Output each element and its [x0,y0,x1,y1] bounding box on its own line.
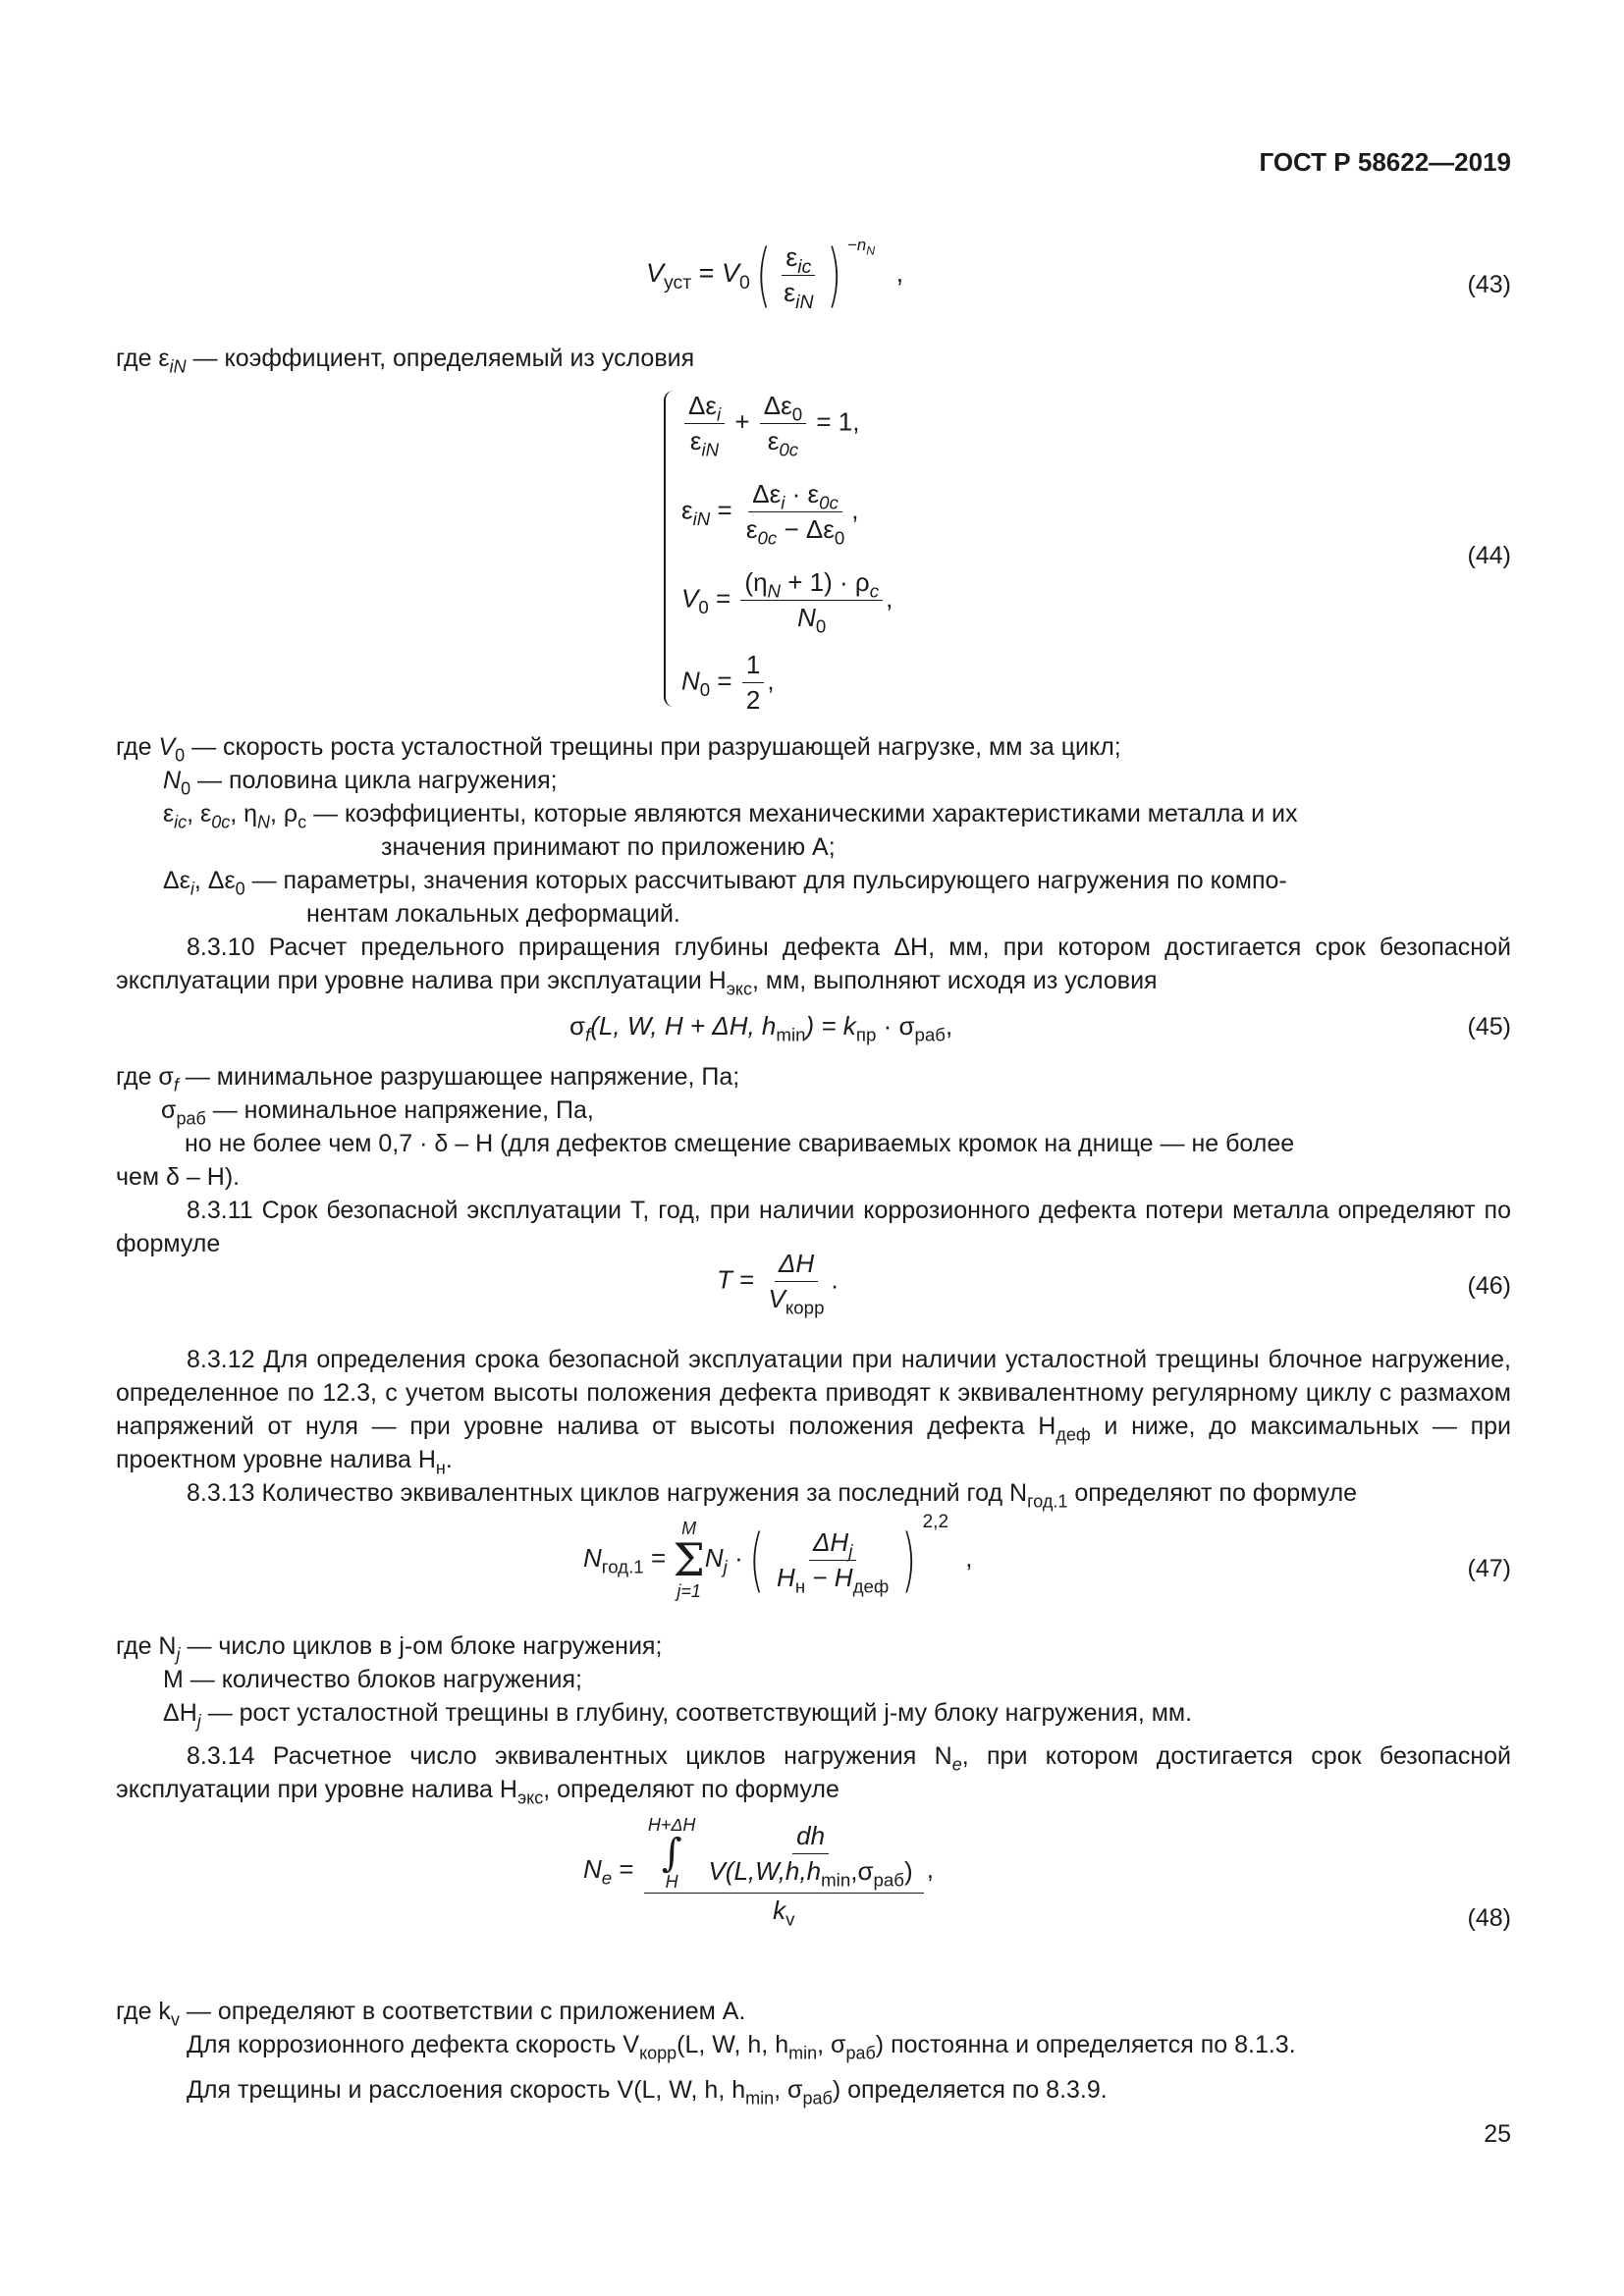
formula-47-number: (47) [1467,1555,1511,1582]
formula-46-number: (46) [1467,1272,1511,1300]
definition-dhj: $\Delta H_j$ — рост усталостной трещины в глубину, соответствующий j-му блоку нагружения, мм. [163,1699,1193,1732]
note-not-more-cont: чем δ – H). [116,1163,241,1191]
paragraph-8-3-13: 8.3.13 Количество эквивалентных циклов нагружения за последний год $N_{год.1}$ определяют по формуле [187,1479,1358,1512]
formula-44-line-3: $V_0$ = $\frac{(\eta_N + 1) \cdot \rho_c}{N_0}$ , [681,567,893,637]
page-number: 25 [1484,2120,1511,2148]
definition-n0: $N_0$ — половина цикла нагружения; [163,767,558,799]
system-brace [664,391,679,707]
crack-note: Для трещины и расслоения скорость V(L, W, h, $h_{min}$, $\sigma_{раб}$) определяется по 8.3.9. [187,2076,1108,2109]
definition-v0: где $V_0$ — скорость роста усталостной трещины при разрушающей нагрузке, мм за цикл; [116,733,1121,766]
formula-47: $N_{год.1}$ = M Σ j=1 $N_j$ ·( $\frac{\Delta H_j}{H_н - H_{деф}}$ ) $^{2,2}$ , [583,1511,973,1601]
definition-coefficients: $\varepsilon_{ic}$, $\varepsilon_{0c}$, $\eta_N$, $\rho_c$ — коэффициенты, которые являются механическими характеристиками металла и их [163,800,1298,832]
formula-45-number: (45) [1467,1013,1511,1041]
formula-46: T = $\frac{\Delta H}{V_{корр}}$ . [717,1249,839,1318]
paragraph-8-3-10: 8.3.10 Расчет предельного приращения глубины дефекта ΔH, мм, при котором достигается срок безопасной эксплуатации при уровне налива при эксплуатации $H_{экс}$, мм, выполняют исходя из условия [116,934,1511,999]
note-not-more: но не более чем 0,7 · δ – H (для дефектов смещение свариваемых кромок на днище — не более [185,1130,1295,1157]
formula-44-number: (44) [1467,542,1511,569]
definition-coefficients-cont: значения принимают по приложению А; [381,833,836,861]
document-header: ГОСТ Р 58622—2019 [1259,147,1511,177]
paragraph-8-3-14: 8.3.14 Расчетное число эквивалентных циклов нагружения $N_e$, при котором достигается срок безопасной эксплуатации при уровне налива $H_{экс}$, определяют по формуле [116,1742,1512,1808]
paragraph-8-3-12: 8.3.12 Для определения срока безопасной эксплуатации при наличии усталостной трещины блочное нагружение, определенное по 12.3, с учетом высоты положения дефекта приводят к эквивалентному регулярному циклу с размахом напряжений от нуля — при уровне налива от высоты положения дефекта $H_{деф}$ и ниже, до максимальных — при проектном уровне налива $H_н$. [116,1346,1511,1478]
formula-44-line-4: $N_0$ = $\frac{1}{2}$ , [681,650,775,715]
corrosion-defect-note: Для коррозионного дефекта скорость $V_{корр}(L$, W, h, $h_{min}$, $\sigma_{раб}$) постоянна и определяется по 8.1.3. [187,2031,1296,2063]
definition-kv: где $k_v$ — определяют в соответствии с приложением А. [116,1998,746,2030]
formula-43: $V_{уст} = V_0$( $\frac{\varepsilon_{ic}}{\varepsilon_{iN}}$ ) $^{-n_N}$ , [646,235,904,315]
formula-44-line-1: $\frac{\Delta\varepsilon_i}{\varepsilon_{iN}}$ + $\frac{\Delta\varepsilon_0}{\varepsilon_{0c}}$ = 1, [681,391,859,456]
definition-sigma-f: где $\sigma_f$ — минимальное разрушающее напряжение, Па; [116,1063,740,1095]
formula-45: $\sigma_f(L$, W, H + ΔH, $h_{min}) = k_{пр} \cdot \sigma_{раб}$, [569,1011,953,1045]
definition-delta-cont: нентам локальных деформаций. [306,900,680,928]
definition-delta: $\Delta\varepsilon_i$, $\Delta\varepsilon_0$ — параметры, значения которых рассчитывают для пульсирующего нагружения по компо- [163,867,1287,899]
formula-43-number: (43) [1467,271,1511,298]
formula-48: $N_e$ = H+ΔH ∫ H $\frac{dh}{V(L,W,h,h_{min},\sigma_{раб})}$ $k_v$ , [583,1815,934,1930]
formula-48-number: (48) [1467,1904,1511,1932]
formula-44-line-2: $\varepsilon_{iN}$ = $\frac{\Delta\varepsilon_i \cdot \varepsilon_{0c}}{\varepsilon_{0c} - \Delta\varepsilon_0}$ , [681,479,859,549]
definition-nj: где $N_j$ — число циклов в j-ом блоке нагружения; [116,1632,663,1665]
definition-sigma-rab: $\sigma_{раб}$ — номинальное напряжение, Па, [161,1096,594,1129]
where-eps-in: где $\varepsilon_{iN}$ — коэффициент, определяемый из условия [116,345,695,377]
definition-m: M — количество блоков нагружения; [163,1666,583,1693]
paragraph-8-3-11: 8.3.11 Срок безопасной эксплуатации T, год, при наличии коррозионного дефекта потери металла определяют по формуле [116,1197,1511,1257]
